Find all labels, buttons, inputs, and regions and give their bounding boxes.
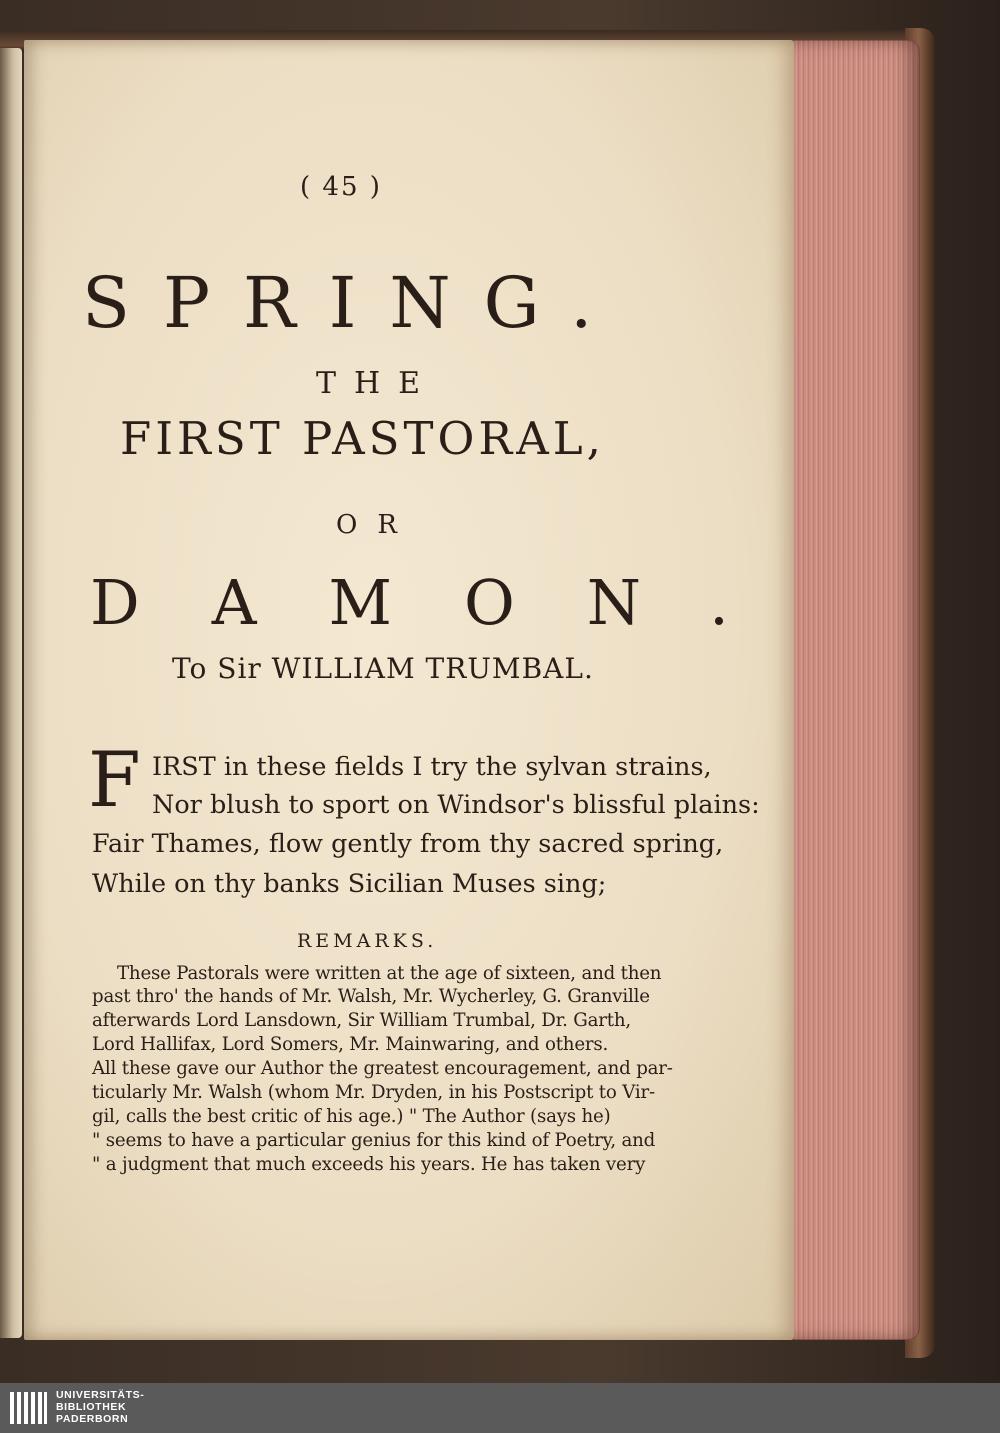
remarks-line: These Pastorals were written at the age of sixteen, and then [117, 963, 662, 984]
poem-title: SPRING. [82, 262, 626, 344]
remarks-line: " a judgment that much exceeds his years. He has taken very [92, 1154, 646, 1175]
remarks-line: ticularly Mr. Walsh (whom Mr. Dryden, in his Postscript to Vir- [92, 1082, 655, 1103]
verse-line: Fair Thames, flow gently from thy sacred spring, [92, 829, 724, 859]
library-name-line: BIBLIOTHEK [56, 1401, 127, 1413]
library-footer [0, 1383, 1000, 1433]
verse-line: IRST in these fields I try the sylvan strains, [152, 752, 712, 782]
remarks-line: " seems to have a particular genius for this kind of Poetry, and [92, 1130, 656, 1151]
library-name-line: PADERBORN [56, 1413, 129, 1425]
drop-cap: F [88, 735, 141, 824]
barcode-stripes-logo-icon [10, 1392, 48, 1424]
subtitle-or: OR [336, 510, 417, 540]
library-name-line: UNIVERSITÄTS- [56, 1389, 145, 1401]
subtitle-damon: DAMON. [90, 566, 801, 639]
remarks-heading: REMARKS. [297, 930, 438, 952]
verse-line: Nor blush to sport on Windsor's blissful plains: [152, 790, 760, 820]
page-fore-edge [780, 40, 920, 1340]
verse-line: While on thy banks Sicilian Muses sing; [92, 869, 607, 899]
library-name [56, 1389, 144, 1425]
remarks-line: gil, calls the best critic of his age.) " The Author (says he) [92, 1106, 611, 1127]
remarks-line: Lord Hallifax, Lord Somers, Mr. Mainwaring, and others. [92, 1034, 609, 1055]
page-number: ( 45 ) [300, 172, 382, 202]
dedication: To Sir WILLIAM TRUMBAL. [172, 652, 594, 685]
previous-page-edge [0, 48, 22, 1338]
remarks-line: All these gave our Author the greatest encouragement, and par- [92, 1058, 673, 1079]
remarks-line: past thro' the hands of Mr. Walsh, Mr. Wycherley, G. Granville [92, 986, 650, 1007]
remarks-line: afterwards Lord Lansdown, Sir William Trumbal, Dr. Garth, [92, 1010, 631, 1031]
subtitle-the: THE [316, 366, 439, 401]
subtitle-first-pastoral: FIRST PASTORAL, [120, 412, 605, 465]
